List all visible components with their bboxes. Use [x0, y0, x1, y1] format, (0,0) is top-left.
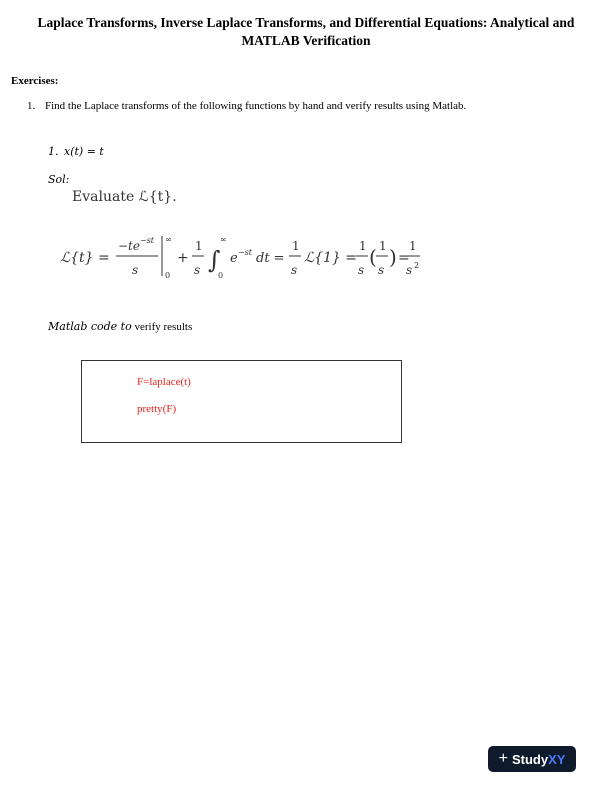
brand-word-study: Study: [511, 751, 549, 767]
matlab-code-box: [81, 360, 402, 443]
svg-text:s: s: [406, 263, 413, 277]
svg-text:=: =: [398, 250, 410, 266]
svg-text:1: 1: [409, 239, 417, 253]
matlab-label-rest: verify results: [131, 321, 193, 333]
svg-text:s: s: [378, 263, 385, 277]
svg-text:1: 1: [195, 239, 203, 253]
svg-text:−st: −st: [238, 248, 253, 257]
svg-text:(: (: [369, 245, 377, 269]
exercises-heading: Exercises:: [11, 75, 59, 87]
plus-icon: +: [498, 750, 508, 767]
studyxy-logo[interactable]: [488, 746, 576, 772]
document-title: Laplace Transforms, Inverse Laplace Transforms, and Differential Equations: Analytical and MATLAB Verification: [37, 15, 575, 48]
sub-item-expression: x(t) = t: [64, 145, 104, 158]
svg-text:−te: −te: [118, 239, 140, 253]
laplace-equation: [60, 228, 420, 288]
svg-text:1: 1: [359, 239, 367, 253]
exercise-text: Find the Laplace transforms of the following functions by hand and verify results using Matlab.: [45, 100, 467, 112]
svg-text:dt =: dt =: [256, 251, 285, 266]
code-line: pretty(F): [137, 403, 177, 415]
evaluate-line: Evaluate ℒ{t}.: [72, 189, 177, 205]
svg-text:0: 0: [218, 271, 224, 280]
code-line: F=laplace(t): [137, 376, 191, 388]
solution-label: Sol:: [48, 173, 70, 186]
svg-text:2: 2: [414, 261, 420, 270]
brand-word-xy: XY: [548, 751, 566, 767]
equation-graphic: [60, 228, 420, 288]
exercise-number: 1.: [27, 100, 36, 112]
svg-text:s: s: [358, 263, 365, 277]
svg-text:): ): [389, 245, 397, 269]
matlab-label-italic: Matlab code to: [48, 320, 132, 333]
svg-text:∞: ∞: [220, 235, 227, 244]
exercise-item: [27, 100, 466, 112]
svg-text:s: s: [291, 263, 298, 277]
sub-item: [48, 145, 104, 158]
svg-text:e: e: [230, 251, 238, 266]
svg-text:∫: ∫: [208, 246, 221, 274]
sub-item-number: 1.: [48, 145, 59, 158]
svg-text:0: 0: [165, 271, 171, 280]
svg-text:−st: −st: [140, 236, 155, 245]
svg-text:ℒ{t} =: ℒ{t} =: [60, 250, 110, 266]
svg-text:1: 1: [292, 239, 300, 253]
svg-text:+: +: [177, 250, 189, 266]
svg-text:s: s: [132, 263, 139, 277]
svg-text:s: s: [194, 263, 201, 277]
svg-text:∞: ∞: [165, 235, 172, 244]
svg-text:1: 1: [379, 239, 387, 253]
matlab-label: [48, 320, 192, 333]
svg-text:ℒ{1} =: ℒ{1} =: [304, 250, 357, 266]
